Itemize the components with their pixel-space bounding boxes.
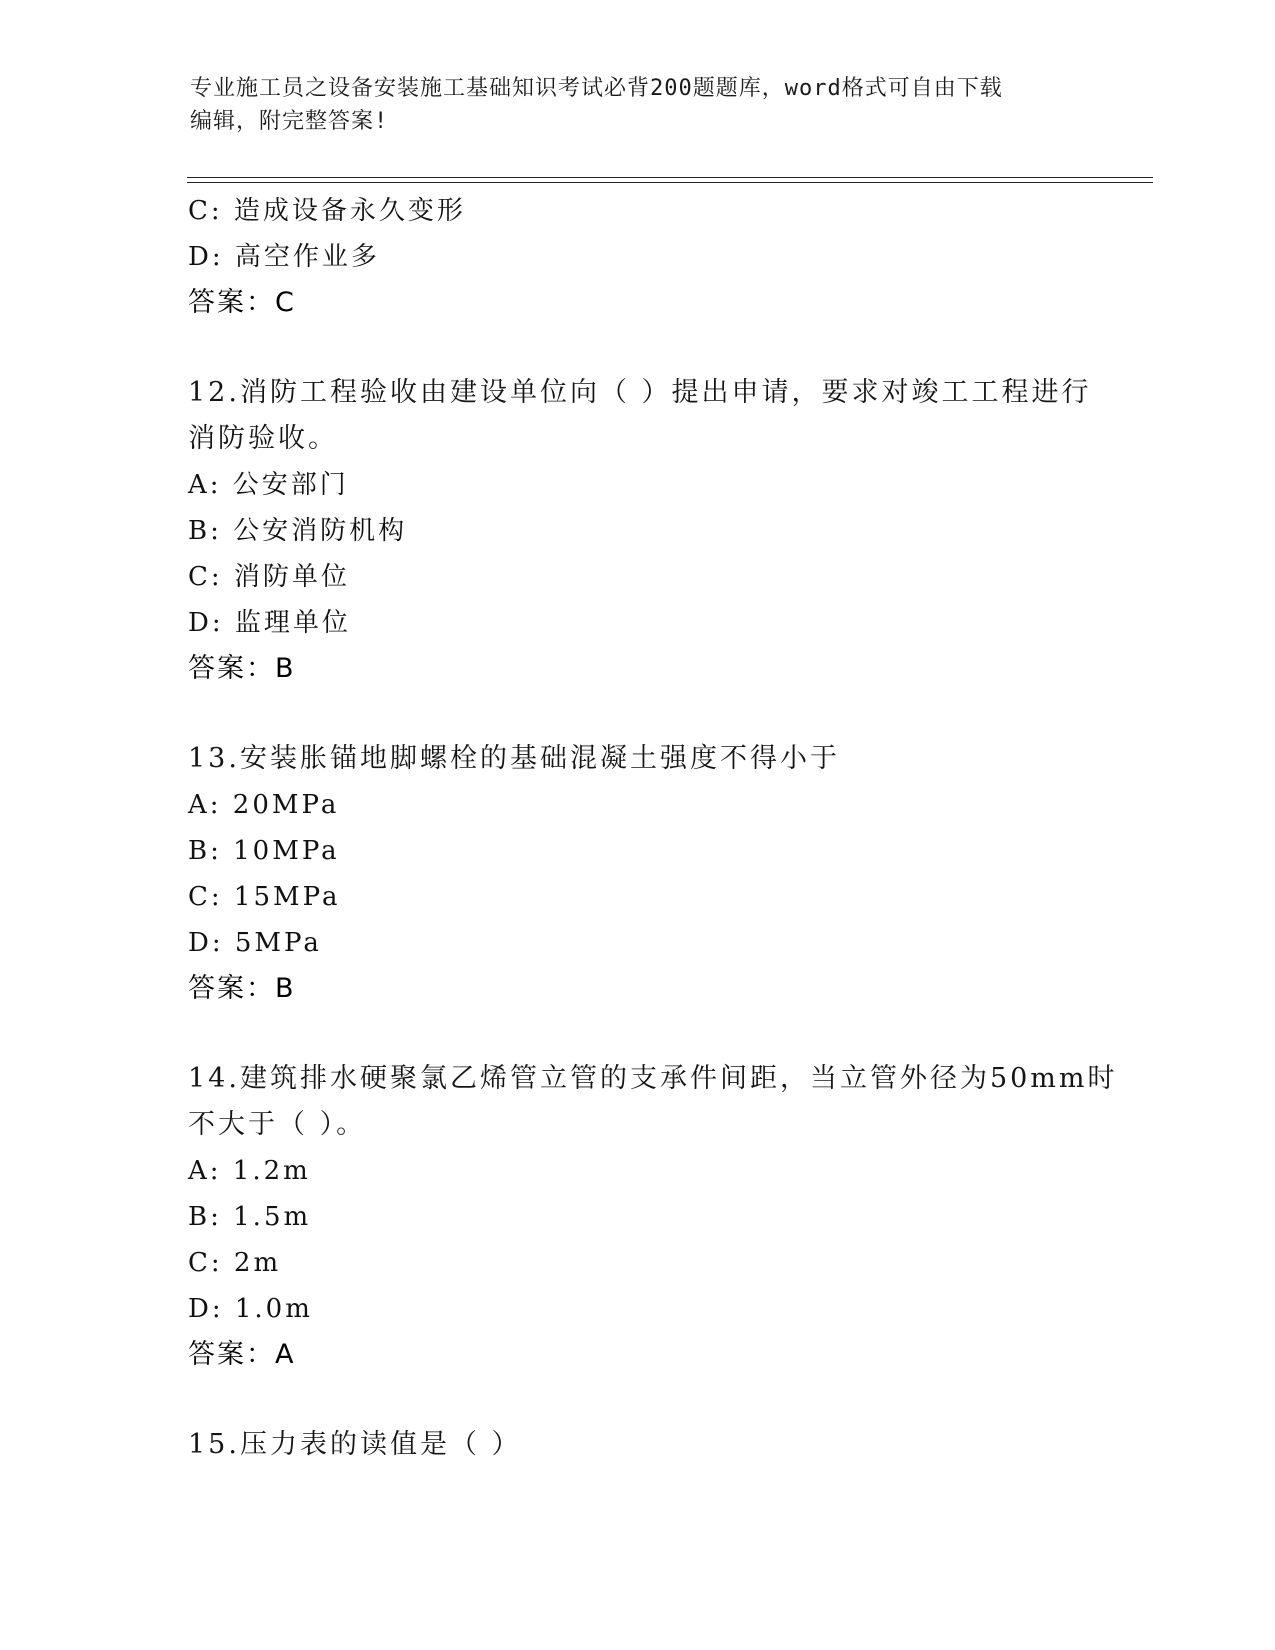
question-block-15	[188, 1422, 1088, 1468]
option-d: D: 监理单位	[188, 608, 351, 638]
question-block-previous	[188, 188, 1088, 326]
header-divider-top	[187, 177, 1153, 178]
document-header	[190, 72, 1090, 138]
option-c: C: 消防单位	[188, 562, 350, 592]
question-block-13	[188, 736, 1088, 1012]
option-a: A: 公安部门	[188, 470, 349, 500]
option-b: B: 1.5m	[188, 1202, 312, 1232]
option-a: A: 20MPa	[188, 790, 340, 820]
question-block-14	[188, 1056, 1118, 1378]
answer-label: 答案：A	[188, 1339, 296, 1370]
answer-label: 答案：C	[188, 287, 296, 318]
question-text: 14.建筑排水硬聚氯乙烯管立管的支承件间距，当立管外径为50mm时	[188, 1063, 1118, 1094]
option-d: D: 高空作业多	[188, 242, 380, 272]
question-text: 13.安装胀锚地脚螺栓的基础混凝土强度不得小于	[188, 743, 840, 774]
header-line-2: 编辑，附完整答案!	[190, 109, 389, 134]
option-c: C: 15MPa	[188, 882, 341, 912]
question-content	[188, 188, 1118, 1468]
option-d: D: 1.0m	[188, 1294, 313, 1324]
option-b: B: 10MPa	[188, 836, 340, 866]
question-block-12	[188, 370, 1092, 692]
option-c: C: 造成设备永久变形	[188, 196, 466, 226]
header-line-1: 专业施工员之设备安装施工基础知识考试必背200题题库，word格式可自由下载	[190, 76, 1003, 101]
option-c: C: 2m	[188, 1248, 282, 1278]
option-d: D: 5MPa	[188, 928, 322, 958]
option-b: B: 公安消防机构	[188, 516, 408, 546]
header-divider-bottom	[187, 182, 1153, 183]
question-text-cont: 不大于（ ）。	[188, 1109, 367, 1140]
question-text: 15.压力表的读值是（ ）	[188, 1429, 522, 1460]
question-text-cont: 消防验收。	[188, 423, 338, 454]
answer-label: 答案：B	[188, 973, 296, 1004]
option-a: A: 1.2m	[188, 1156, 311, 1186]
question-text: 12.消防工程验收由建设单位向（ ）提出申请，要求对竣工工程进行	[188, 377, 1092, 408]
answer-label: 答案：B	[188, 653, 296, 684]
